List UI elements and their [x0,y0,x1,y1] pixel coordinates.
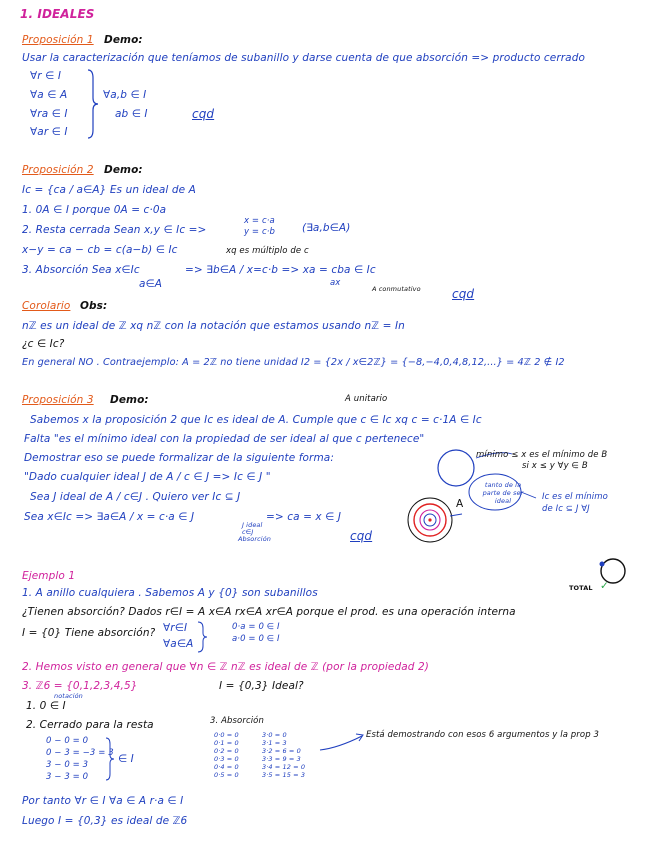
cqd-mark: cqd [350,529,373,543]
ejemplo-line: Luego I = {0,3} es ideal de ℤ6 [22,815,188,827]
absorcion-row: 3·0 = 0 [262,731,287,739]
ejemplo-line: I = {0} Tiene absorción? [22,627,156,639]
ejemplo-line: 3. ℤ6 = {0,1,2,3,4,5} [22,680,138,692]
absorcion-row: 3·5 = 15 = 3 [262,771,306,779]
absorcion-row: 3·4 = 12 = 0 [262,763,306,771]
prop1-demo: Demo: [104,34,143,46]
absorcion-row: 0·0 = 0 [214,731,239,739]
absorcion-row: 3·3 = 9 = 3 [262,755,301,763]
corolario-heading: Corolario [22,300,71,312]
prop3-side-note: Ic es el mínimo [542,492,608,502]
prop2-line: => ∃b∈A / x=c·b => xa = cba ∈ Ic [185,264,376,276]
prop2-heading: Proposición 2 [22,164,94,176]
ejemplo-note: ∀a∈A [163,638,194,650]
prop3-side-note: de Ic ⊆ J ∀J [542,504,590,514]
resta-result: ∈ I [118,753,134,765]
brace-decoration [196,620,210,654]
prop3-line: Sabemos x la proposición 2 que Ic es ideal de A. Cumple que c ∈ Ic xq c = c·1A ∈ Ic [30,414,482,426]
prop1-cond: ∀ar ∈ I [30,126,68,138]
absorcion-row: 0·3 = 0 [214,755,239,763]
corolario-line: ¿c ∈ Ic? [22,338,65,350]
ejemplo-note: 0·a = 0 ∈ I [232,622,280,632]
ejemplo-line: 1. A anillo cualquiera . Sabemos A y {0} son subanillos [22,587,318,599]
set-label-A: A [456,498,464,510]
prop1-heading: Proposición 1 [22,34,94,46]
ejemplo-note: ∀r∈I [163,622,188,634]
total-label: TOTAL [569,584,593,592]
prop2-line: Ic = {ca / a∈A} Es un ideal de A [22,184,196,196]
cqd-mark: cqd [192,107,215,121]
brace-decoration [86,68,100,140]
ejemplo-line: 2. Cerrado para la resta [26,719,154,731]
prop1-cond: ab ∈ I [115,108,148,120]
prop2-note: ax [330,278,341,288]
absorcion-row: 0·5 = 0 [214,771,239,779]
prop3-note: c∈J [242,528,254,536]
page-title: 1. IDEALES [20,7,95,21]
prop3-line: Sea x∈Ic => ∃a∈A / x = c·a ∈ J [24,511,195,523]
prop2-line: 3. Absorción Sea x∈Ic [22,264,140,276]
prop3-line: "Dado cualquier ideal J de A / c ∈ J => Ic ∈ J " [24,471,271,483]
ejemplo-line: Por tanto ∀r ∈ I ∀a ∈ A r·a ∈ I [22,795,184,807]
prop2-line: 1. 0A ∈ I porque 0A = c·0a [22,204,167,216]
corolario-line: En general NO . Contraejemplo: A = 2ℤ no tiene unidad I2 = {2x / x∈2ℤ} = {−8,−4,0,4,8,12,...} = 4ℤ 2 ∉ I2 [22,357,565,368]
prop1-line: Usar la caracterización que teníamos de subanillo y darse cuenta de que absorción => producto cerrado [22,52,586,64]
ejemplo-line: 2. Hemos visto en general que ∀n ∈ ℤ nℤ es ideal de ℤ (por la propiedad 2) [22,661,429,673]
prop2-note: (∃a,b∈A) [302,222,351,234]
ejemplo-note: notación [54,692,83,700]
prop2-note: A conmutativo [372,285,421,293]
resta-row: 3 − 3 = 0 [46,772,89,782]
ejemplo-line: 3. Absorción [210,716,264,726]
prop1-cond: ∀a ∈ A [30,89,68,101]
prop2-note: xq es múltiplo de c [226,246,309,256]
arrow-icon [318,730,366,754]
prop2-note: a∈A [139,278,163,290]
prop2-note: y = c·b [244,227,276,237]
prop3-line: Demostrar eso se puede formalizar de la siguiente forma: [24,452,334,464]
prop3-heading: Proposición 3 [22,394,94,406]
absorcion-row: 3·2 = 6 = 0 [262,747,301,755]
prop3-demo: Demo: [110,394,149,406]
ejemplo-line: 1. 0 ∈ I [26,700,66,712]
resta-row: 0 − 0 = 0 [46,736,89,746]
prop3-side-note: mínimo ≤ x es el mínimo de B [476,450,608,460]
brace-decoration [104,736,116,782]
check-icon: ✓ [600,580,609,592]
prop3-line: Falta "es el mínimo ideal con la propiedad de ser ideal al que c pertenece" [24,433,425,445]
prop3-side-note: si x ≤ y ∀y ∈ B [522,461,588,471]
prop2-line: 2. Resta cerrada Sean x,y ∈ Ic => [22,224,207,236]
absorcion-row: 0·4 = 0 [214,763,239,771]
prop3-annotation: A unitario [345,394,388,404]
ejemplo-line: ¿Tienen absorción? Dados r∈I = A x∈A rx∈A xr∈A porque el prod. es una operación interna [22,606,516,618]
prop3-note: J ideal [242,521,263,529]
prop3-line: => ca = x ∈ J [266,511,342,523]
corolario-obs: Obs: [80,300,108,312]
absorcion-note: Está demostrando con esos 6 argumentos y la prop 3 [366,730,600,740]
prop1-cond: ∀ra ∈ I [30,108,68,120]
ejemplo-heading: Ejemplo 1 [22,570,76,582]
ejemplo-line: I = {0,3} Ideal? [219,680,304,692]
prop1-cond: ∀a,b ∈ I [103,89,147,101]
corolario-line: nℤ es un ideal de ℤ xq nℤ con la notación que estamos usando nℤ = In [22,320,405,332]
prop2-demo: Demo: [104,164,143,176]
resta-row: 3 − 0 = 3 [46,760,89,770]
prop3-note: Absorción [238,535,271,543]
prop2-line: x−y = ca − cb = c(a−b) ∈ Ic [22,244,178,256]
absorcion-row: 0·1 = 0 [214,739,239,747]
bubble-note: tanto de la parte de ser ideal [482,481,524,505]
prop2-note: x = c·a [244,216,275,226]
absorcion-row: 0·2 = 0 [214,747,239,755]
prop3-line: Sea J ideal de A / c∈J . Quiero ver Ic ⊆ J [30,491,241,503]
resta-row: 0 − 3 = −3 = 3 [46,748,114,758]
absorcion-row: 3·1 = 3 [262,739,287,747]
prop1-cond: ∀r ∈ I [30,70,62,82]
cqd-mark: cqd [452,287,475,301]
ejemplo-note: a·0 = 0 ∈ I [232,634,280,644]
